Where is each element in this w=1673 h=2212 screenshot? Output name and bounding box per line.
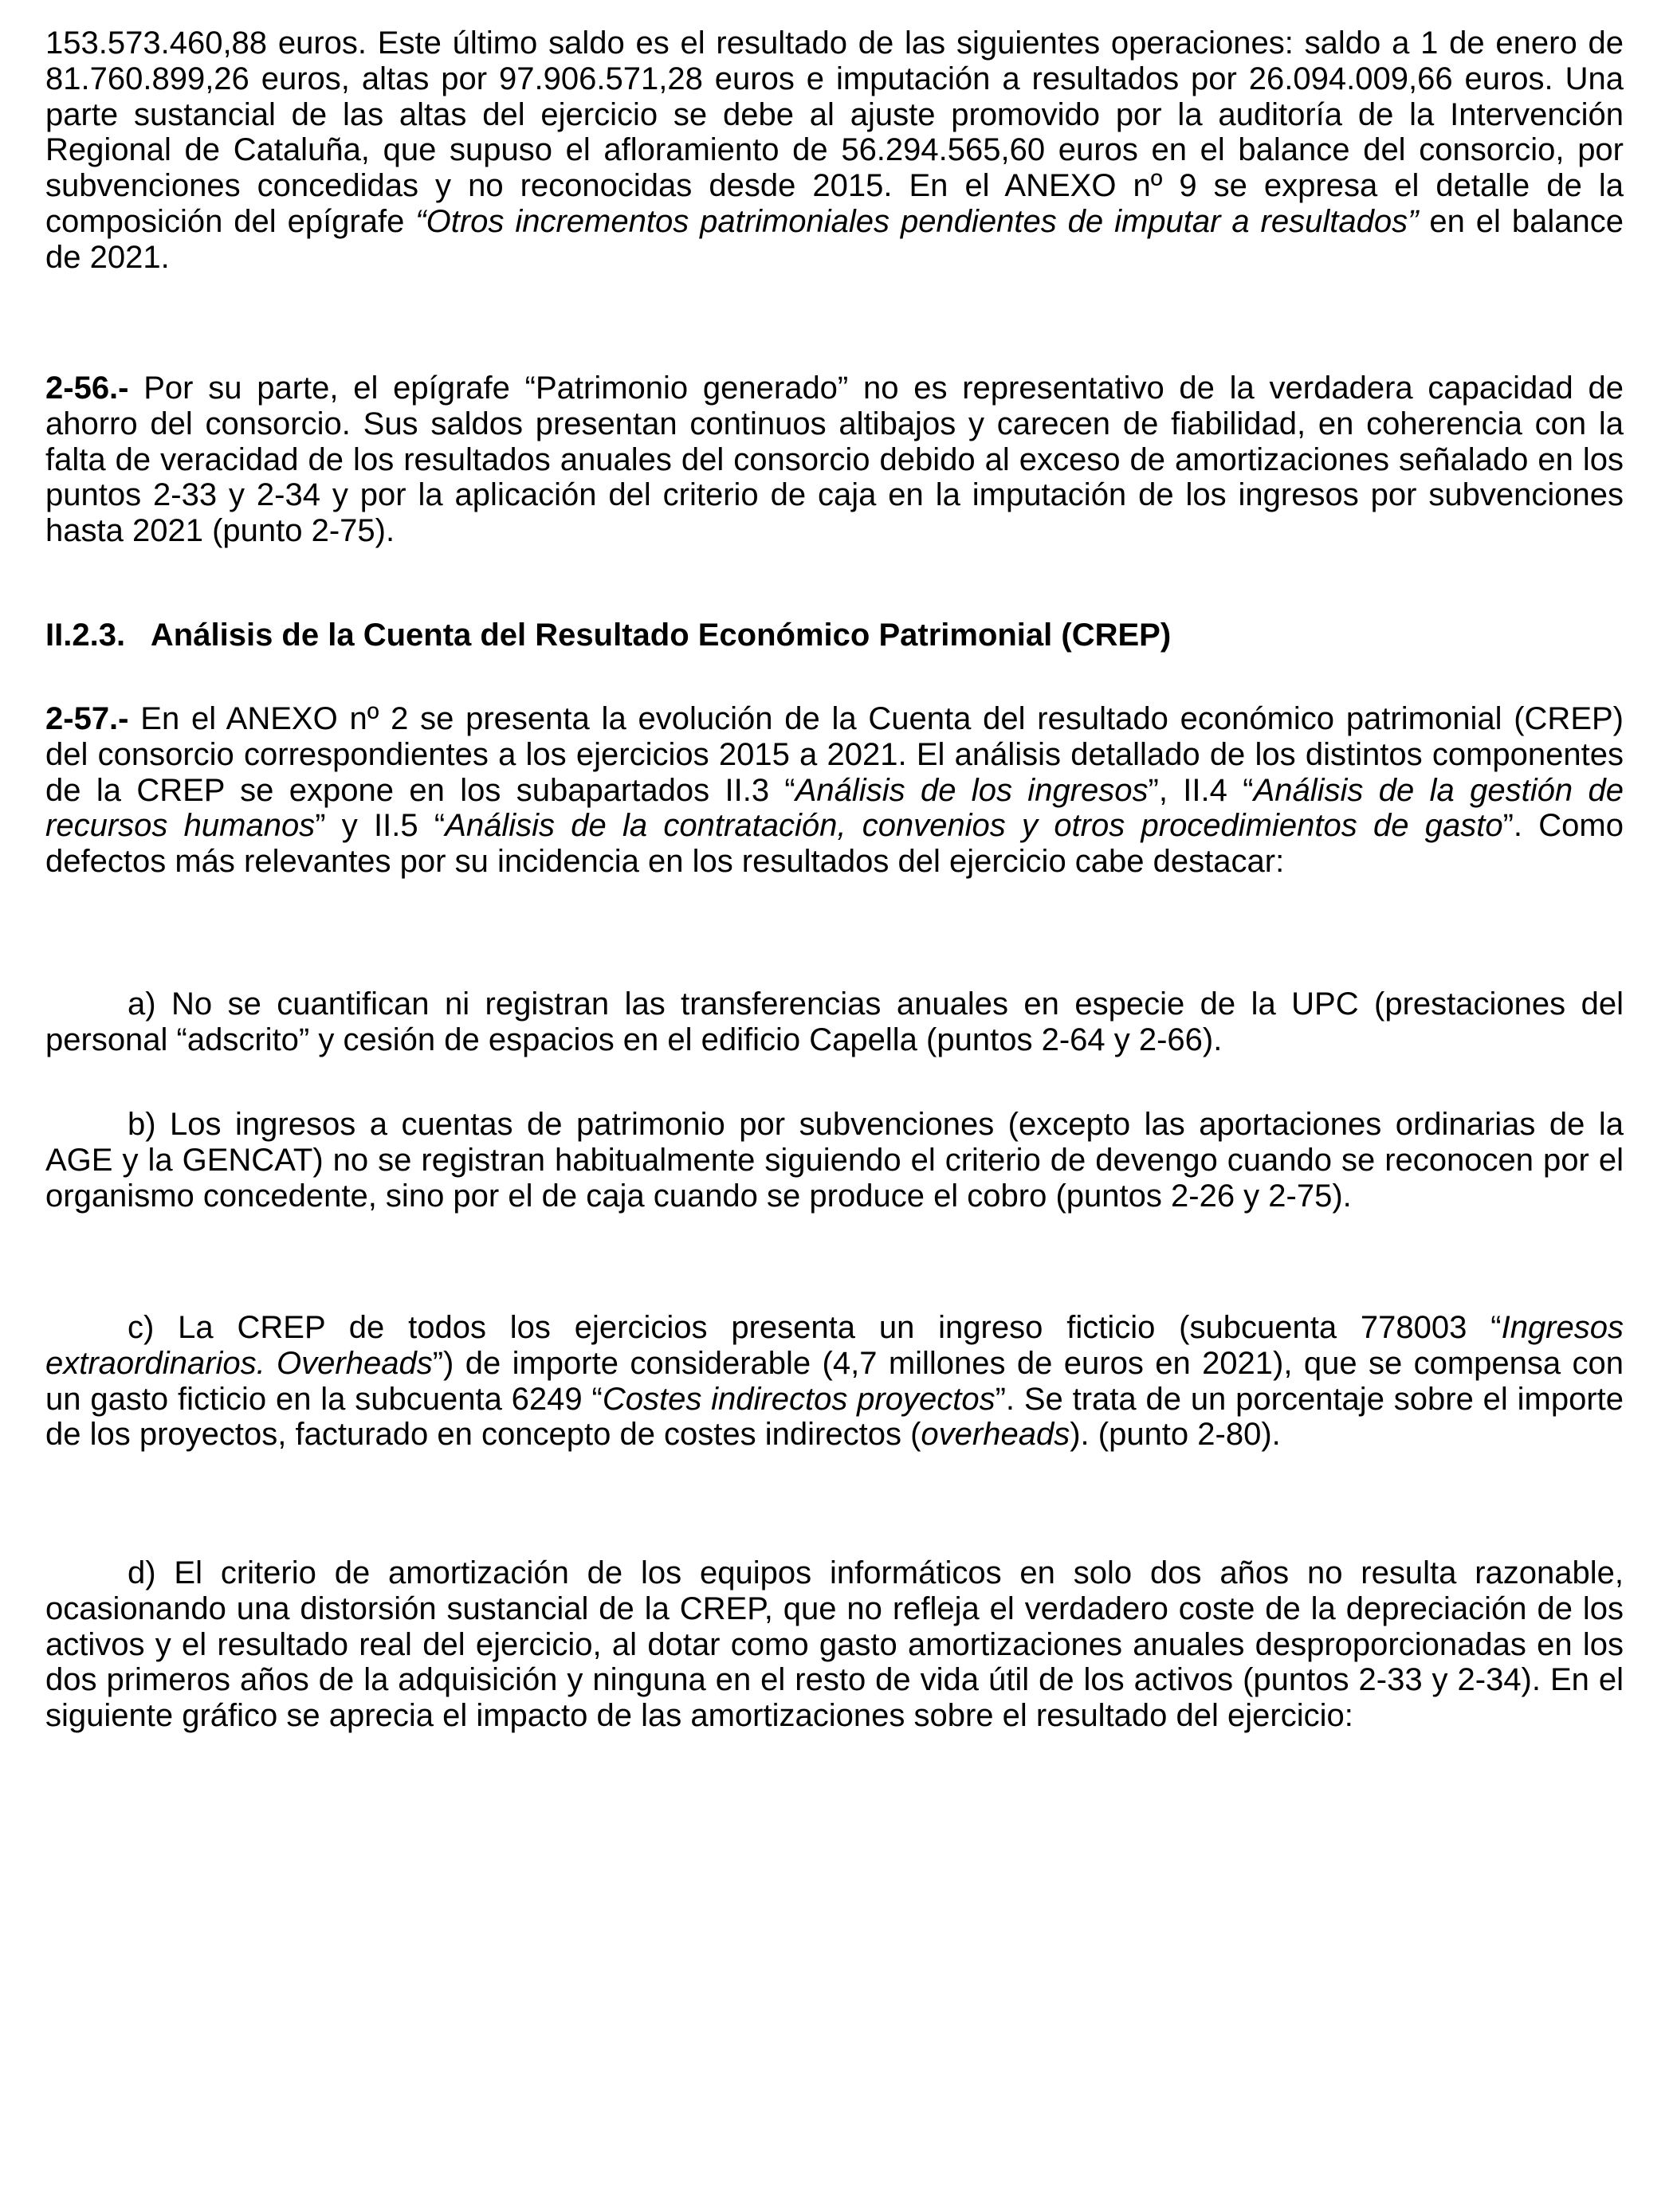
text: ”. Se trata de un porcentaje sobre el importe de los proyectos, facturado en concepto de costes indirectos ( [45,1381,1624,1453]
italic-text: Análisis de la contratación, convenios y otros procedimientos de gasto [445,808,1503,844]
italic-text: Análisis de los ingresos [795,772,1149,808]
italic-text: Costes indirectos proyectos [602,1381,996,1417]
text: ). (punto 2-80). [1070,1417,1281,1453]
italic-text: Ingresos extraordinarios. Overheads [45,1310,1624,1381]
paragraph-number: 2-56.- [45,371,129,406]
section-heading: II.2.3. Análisis de la Cuenta del Resultado Económico Patrimonial (CREP) [45,618,1172,653]
paragraph-number: 2-57.- [45,701,129,736]
text: ”. Como defectos más relevantes por su incidencia en los resultados del ejercicio cabe destacar: [45,808,1624,880]
italic-text: “Otros incrementos patrimoniales pendientes de imputar a resultados” [415,203,1419,239]
text: Por su parte, el epígrafe “Patrimonio generado” no es representativo de la verdadera capacidad de ahorro del consorcio. Sus saldos presentan continuos altibajos y carecen de fiabilidad, en coherencia con la falta de veracidad de los resultados anuales del consorcio debido al exceso de amortizaciones señalado en los puntos 2-33 y 2-34 y por la aplicación del criterio de caja en la imputación de los ingresos por subvenciones hasta 2021 (punto 2-75). [45,371,1624,549]
text: c) La CREP de todos los ejercicios presenta un ingreso ficticio (subcuenta 778003 “ [128,1310,1502,1345]
text: 153.573.460,88 euros. Este último saldo es el resultado de las siguientes operaciones: saldo a 1 de enero de 81.760.899,26 euros, altas por 97.906.571,28 euros e imputación a resultados por 26.094.009,66 euros. Una parte sustancial de las altas del ejercicio se debe al ajuste promovido por la auditoría de la Intervención Regional de Cataluña, que supuso el afloramiento de 56.294.565,60 euros en el balance del consorcio, por subvenciones concedidas y no reconocidas desde 2015. En el ANEXO nº 9 se expresa el detalle de la composición del epígrafe [45,25,1624,239]
italic-text: Análisis de la gestión de recursos humanos [45,772,1624,844]
list-item-c [45,1310,1624,1453]
text: en el balance de 2021. [45,203,1624,275]
italic-text: overheads [921,1417,1070,1453]
list-item-d: d) El criterio de amortización de los equipos informáticos en solo dos años no resulta razonable, ocasionando una distorsión sustancial de la CREP, que no refleja el verdadero coste de la depreciación de los activos y el resultado real del ejercicio, al dotar como gasto amortizaciones anuales desproporcionadas en los dos primeros años de la adquisición y ninguna en el resto de vida útil de los activos (puntos 2-33 y 2-34). En el siguiente gráfico se aprecia el impacto de las amortizaciones sobre el resultado del ejercicio: [45,1555,1624,1734]
paragraph-patrimonio-continuation [45,25,1624,276]
text: En el ANEXO nº 2 se presenta la evolución de la Cuenta del resultado económico patrimonial (CREP) del consorcio correspondientes a los ejercicios 2015 a 2021. El análisis detallado de los distintos componentes de la CREP se expone en los subapartados II.3 “ [45,701,1624,808]
text: ” y II.5 “ [315,808,446,844]
list-item-a: a) No se cuantifican ni registran las transferencias anuales en especie de la UPC (prestaciones del personal “adscrito” y cesión de espacios en el edificio Capella (puntos 2-64 y 2-66). [45,986,1624,1057]
paragraph-2-56 [45,371,1624,549]
text: ”) de importe considerable (4,7 millones de euros en 2021), que se compensa con un gasto ficticio en la subcuenta 6249 “ [45,1345,1624,1417]
text: ”, II.4 “ [1148,772,1254,808]
paragraph-2-57 [45,701,1624,880]
list-item-b: b) Los ingresos a cuentas de patrimonio por subvenciones (excepto las aportaciones ordinarias de la AGE y la GENCAT) no se registran habitualmente siguiendo el criterio de devengo cuando se reconocen por el organismo concedente, sino por el de caja cuando se produce el cobro (puntos 2-26 y 2-75). [45,1107,1624,1214]
